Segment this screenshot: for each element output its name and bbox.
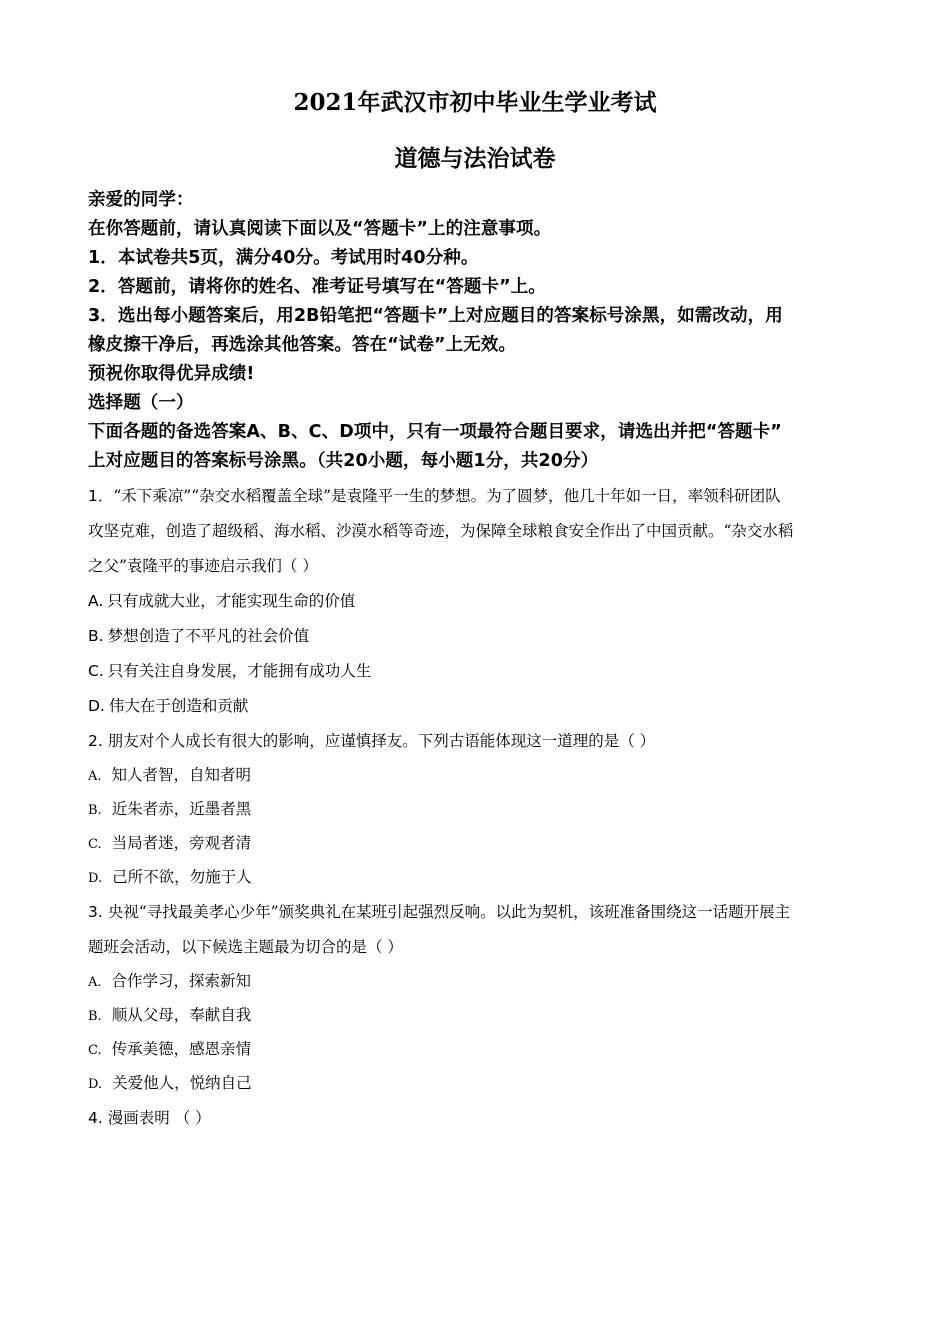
question-4-stem-line: 4. 漫画表明 （ ） xyxy=(88,1109,211,1127)
option-a[interactable]: A. 只有成就大业，才能实现生命的价值 xyxy=(88,592,356,610)
instruction-item-3-cont: 橡皮擦干净后，再选涂其他答案。答在“试卷”上无效。 xyxy=(88,335,517,355)
instruction-intro: 在你答题前，请认真阅读下面以及“答题卡”上的注意事项。 xyxy=(88,219,552,239)
option-a[interactable]: A. 知人者智，自知者明 xyxy=(88,766,252,784)
exam-subtitle: 道德与法治试卷 xyxy=(394,145,556,172)
option-c[interactable]: C. 只有关注自身发展，才能拥有成功人生 xyxy=(88,662,372,680)
instruction-item-3: 3．选出每小题答案后，用2B铅笔把“答题卡”上对应题目的答案标号涂黑，如需改动，用 xyxy=(88,306,783,326)
question-1-stem-line: 1．“禾下乘凉”“杂交水稻覆盖全球”是袁隆平一生的梦想。为了圆梦，他几十年如一日，率领科研团队 xyxy=(88,487,781,505)
question-number: 3. xyxy=(88,903,103,921)
section-directions: 下面各题的备选答案A、B、C、D项中，只有一项最符合题目要求，请选出并把“答题卡” xyxy=(88,422,782,442)
instruction-item-2: 2．答题前，请将你的姓名、准考证号填写在“答题卡”上。 xyxy=(88,277,546,297)
question-number: 1 xyxy=(88,487,98,505)
instruction-item-1: 1．本试卷共5页，满分40分。考试用时40分种。 xyxy=(88,248,479,268)
question-1-options xyxy=(88,584,862,724)
question-4 xyxy=(88,1101,862,1136)
option-b[interactable]: B. 梦想创造了不平凡的社会价值 xyxy=(88,627,310,645)
option-a[interactable]: A. 合作学习，探索新知 xyxy=(88,972,252,990)
greeting: 亲爱的同学： xyxy=(88,190,194,210)
question-3-stem-line: 3. 央视“寻找最美孝心少年”颁奖典礼在某班引起强烈反响。以此为契机，该班准备围绕这一话题开展主 xyxy=(88,903,791,921)
section-heading: 选择题（一） xyxy=(88,393,194,413)
question-1 xyxy=(88,479,862,724)
exam-title: 2021年武汉市初中毕业生学业考试 xyxy=(293,89,657,116)
option-d[interactable]: D. 关爱他人，悦纳自己 xyxy=(88,1074,252,1092)
question-3-stem-line: 题班会活动，以下候选主题最为切合的是（ ） xyxy=(88,938,403,956)
instructions-block xyxy=(88,186,862,476)
question-3-options xyxy=(88,965,862,1101)
question-2 xyxy=(88,724,862,895)
option-d[interactable]: D. 伟大在于创造和贡献 xyxy=(88,697,249,715)
section-directions-cont: 上对应题目的答案标号涂黑。（共20小题，每小题1分，共20分） xyxy=(88,451,599,471)
question-2-stem-line: 2. 朋友对个人成长有很大的影响，应谨慎择友。下列古语能体现这一道理的是（ ） xyxy=(88,732,656,750)
question-2-options xyxy=(88,759,862,895)
option-d[interactable]: D. 己所不欲，勿施于人 xyxy=(88,868,252,886)
question-number: 2. xyxy=(88,732,103,750)
option-c[interactable]: C. 传承美德，感恩亲情 xyxy=(88,1040,252,1058)
good-luck: 预祝你取得优异成绩! xyxy=(88,364,255,384)
option-b[interactable]: B. 顺从父母，奉献自我 xyxy=(88,1006,252,1024)
option-c[interactable]: C. 当局者迷，旁观者清 xyxy=(88,834,252,852)
question-1-stem-line: 之父”袁隆平的事迹启示我们（ ） xyxy=(88,557,318,575)
question-3 xyxy=(88,895,862,1101)
question-1-stem-line: 攻坚克难，创造了超级稻、海水稻、沙漠水稻等奇迹，为保障全球粮食安全作出了中国贡献。“杂交水稻 xyxy=(88,522,794,540)
option-b[interactable]: B. 近朱者赤，近墨者黑 xyxy=(88,800,252,818)
question-number: 4. xyxy=(88,1109,103,1127)
